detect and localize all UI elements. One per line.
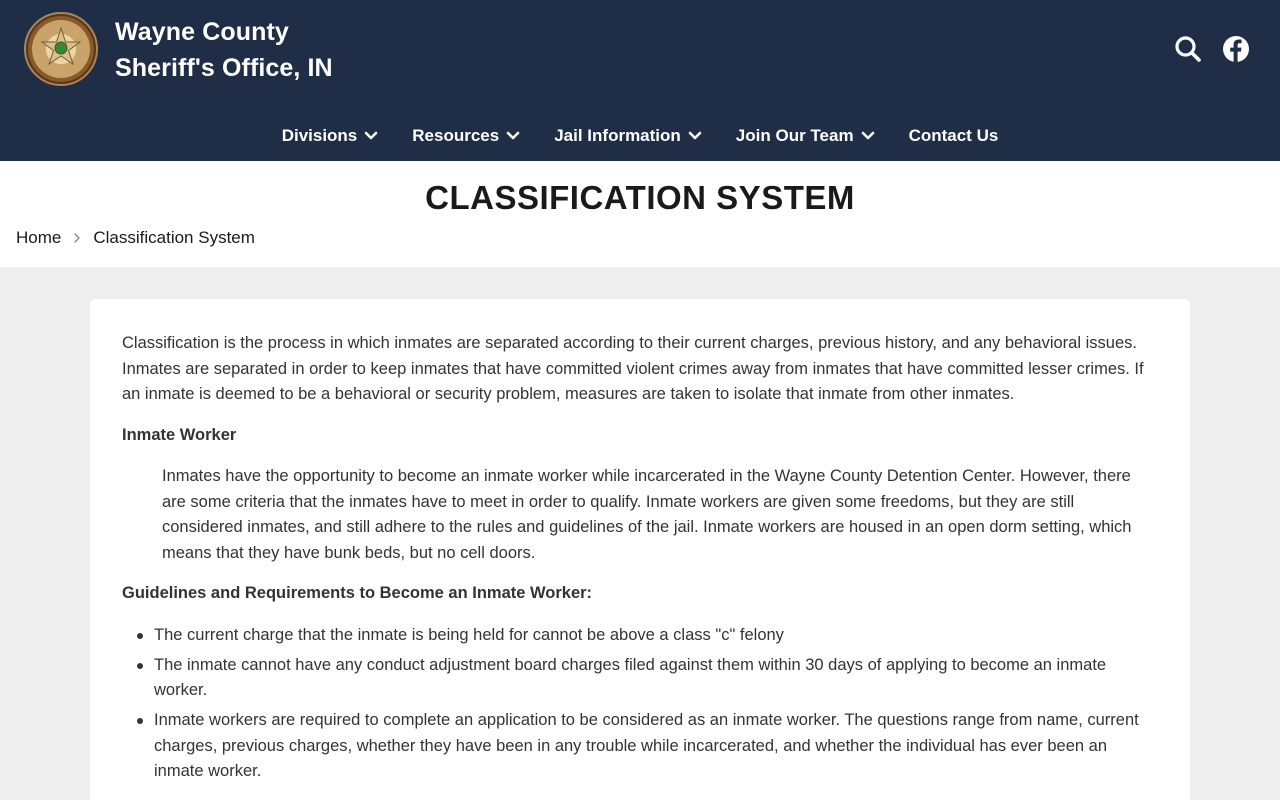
star-badge-icon	[26, 14, 96, 84]
chevron-down-icon	[861, 131, 875, 141]
nav-item-label: Divisions	[281, 126, 358, 145]
chevron-down-icon	[506, 131, 520, 141]
breadcrumb	[16, 228, 255, 248]
inmate-worker-paragraph: Inmates have the opportunity to become an inmate worker while incarcerated in the Wayne County Detention Center. However, there are some criteria that the inmates have to meet in order to qualify. Inmate workers are given some freedoms, but they are still considered inmates, and still adhere to the rules and guidelines of the jail. Inmate workers are housed in an open dorm setting, which means that they have bunk beds, but no cell doors.	[162, 467, 1132, 562]
nav-item-label: Jail Information	[554, 126, 681, 145]
page-title: CLASSIFICATION SYSTEM	[425, 179, 855, 216]
site-title-line2: Sheriff's Office, IN	[115, 54, 333, 82]
nav-item-label: Contact Us	[908, 126, 999, 145]
site-title[interactable]	[115, 14, 333, 86]
section-heading-guidelines: Guidelines and Requirements to Become an Inmate Worker:	[122, 584, 593, 602]
sheriff-badge-logo[interactable]	[24, 12, 98, 86]
list-item: The inmate cannot have any conduct adjustment board charges filed against them within 30 days of applying to become an inmate worker.	[134, 653, 1158, 704]
content-card	[90, 299, 1190, 800]
site-header	[0, 0, 1280, 161]
requirements-list	[134, 623, 1158, 785]
list-item: The current charge that the inmate is being held for cannot be above a class "c" felony	[134, 623, 1158, 649]
page-title-band	[0, 161, 1280, 267]
chevron-down-icon	[688, 131, 702, 141]
facebook-icon[interactable]	[1221, 34, 1251, 64]
site-title-line1: Wayne County	[115, 18, 289, 46]
nav-item-label: Join Our Team	[735, 126, 854, 145]
chevron-down-icon	[364, 131, 378, 141]
nav-item-resources[interactable]	[412, 118, 520, 154]
list-item: Inmate workers are required to complete an application to be considered as an inmate worker. The questions range from name, current charges, previous charges, whether they have been in any trouble while incarcerated, and whether the individual has ever been an inmate worker.	[134, 708, 1158, 785]
main-nav	[0, 118, 1280, 154]
nav-item-divisions[interactable]	[282, 118, 379, 154]
breadcrumb-current: Classification System	[93, 228, 255, 247]
nav-item-join-our-team[interactable]	[736, 118, 875, 154]
nav-item-contact-us[interactable]	[909, 118, 999, 154]
section-heading-inmate-worker: Inmate Worker	[122, 425, 237, 444]
intro-paragraph: Classification is the process in which inmates are separated according to their current charges, previous history, and any behavioral issues. Inmates are separated in order to keep inmates that have committed violent crimes away from inmates that have committed lesser crimes. If an inmate is deemed to be a behavioral or security problem, measures are taken to isolate that inmate from other inmates.	[122, 334, 1144, 403]
nav-item-label: Resources	[412, 126, 500, 145]
search-icon[interactable]	[1173, 34, 1203, 64]
chevron-right-icon	[71, 232, 83, 244]
breadcrumb-home-link[interactable]: Home	[16, 228, 62, 247]
nav-item-jail-information[interactable]	[554, 118, 702, 154]
